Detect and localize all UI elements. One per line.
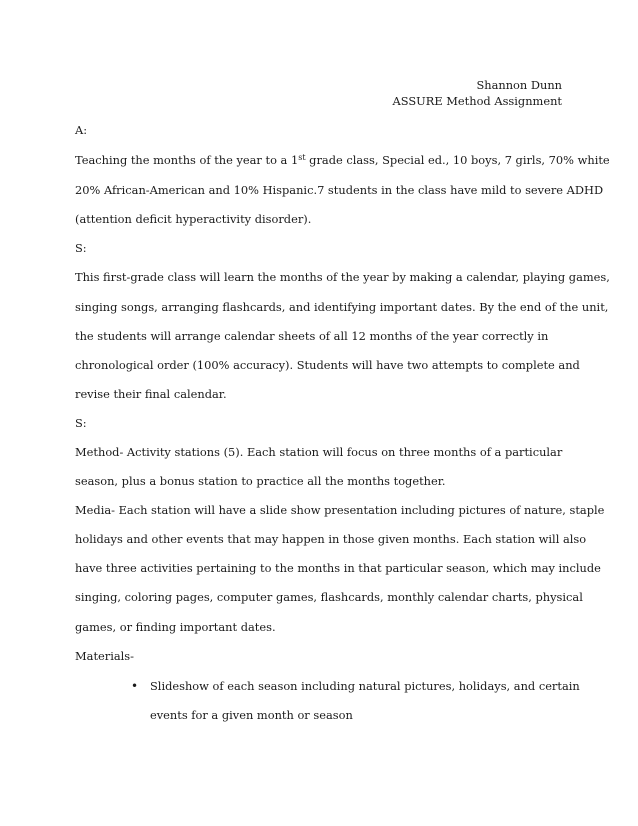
media-line-1: Media- Each station will have a slide show presentation including pictures of nature, staple xyxy=(75,503,605,517)
media-line-4: singing, coloring pages, computer games, flashcards, monthly calendar charts, physical xyxy=(75,590,583,604)
bullet-icon: • xyxy=(131,679,139,693)
objective-line-1: This first-grade class will learn the months of the year by making a calendar, playing games, xyxy=(75,270,610,284)
media-line-5: games, or finding important dates. xyxy=(75,620,276,634)
method-line-1: Method- Activity stations (5). Each station will focus on three months of a particular xyxy=(75,445,563,459)
section-a-heading: A: xyxy=(75,123,88,137)
objective-line-5: revise their final calendar. xyxy=(75,387,227,401)
section-a-line-1-pre: Teaching the months of the year to a 1 xyxy=(75,153,299,167)
objective-line-4: chronological order (100% accuracy). Students will have two attempts to complete and xyxy=(75,358,580,372)
section-a-line-1 xyxy=(75,152,610,168)
objective-line-2: singing songs, arranging flashcards, and identifying important dates. By the end of the unit, xyxy=(75,300,609,314)
materials-item-line-1: Slideshow of each season including natural pictures, holidays, and certain xyxy=(150,679,580,693)
materials-heading: Materials- xyxy=(75,649,134,663)
section-s2-heading: S: xyxy=(75,416,87,430)
ordinal-suffix: st xyxy=(298,153,306,162)
objective-line-3: the students will arrange calendar sheets of all 12 months of the year correctly in xyxy=(75,329,549,343)
section-a-line-2: 20% African-American and 10% Hispanic.7 students in the class have mild to severe ADHD xyxy=(75,183,604,197)
materials-item-line-2: events for a given month or season xyxy=(150,708,353,722)
section-a-line-1-post: grade class, Special ed., 10 boys, 7 girls, 70% white xyxy=(305,153,610,167)
media-line-2: holidays and other events that may happen in those given months. Each station will also xyxy=(75,532,587,546)
section-s1-heading: S: xyxy=(75,241,87,255)
assignment-title: ASSURE Method Assignment xyxy=(392,94,562,108)
method-line-2: season, plus a bonus station to practice all the months together. xyxy=(75,474,446,488)
author-name: Shannon Dunn xyxy=(476,78,562,92)
section-a-line-3: (attention deficit hyperactivity disorder). xyxy=(75,212,312,226)
media-line-3: have three activities pertaining to the months in that particular season, which may include xyxy=(75,561,601,575)
